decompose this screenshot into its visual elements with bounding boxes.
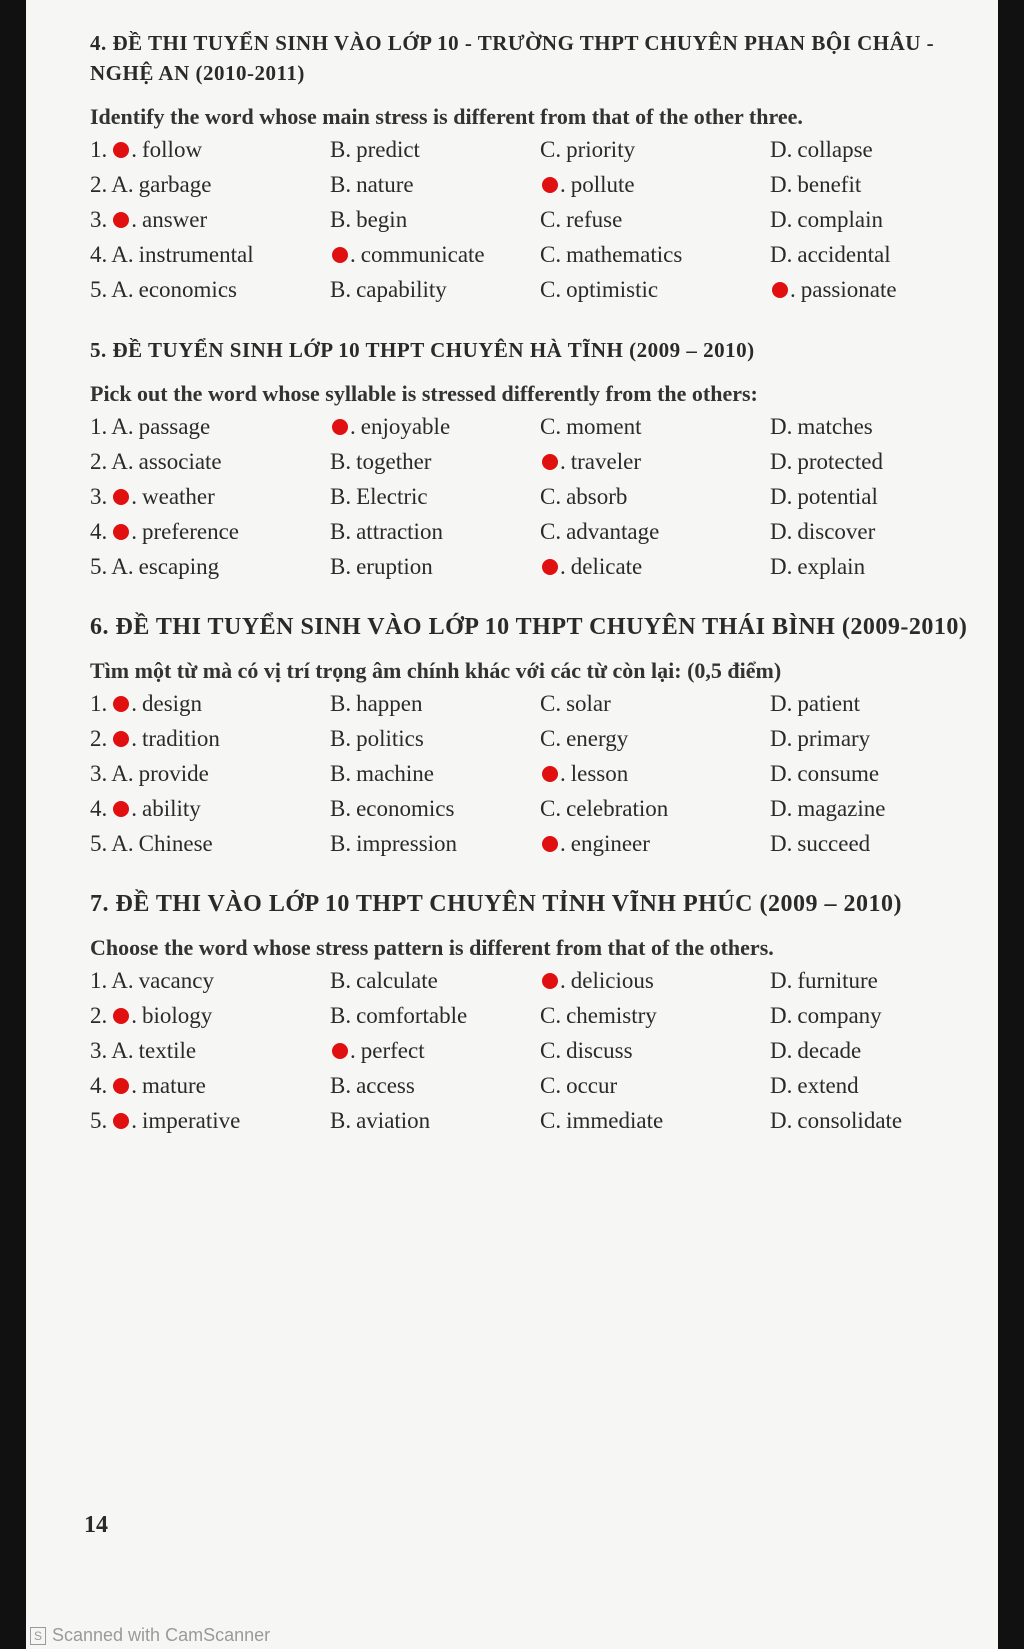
option-word: Chinese [138,830,213,856]
answer-option [90,1038,330,1064]
option-word: economics [138,276,237,302]
option-word: politics [356,725,424,751]
option-word: weather [142,483,215,509]
option-word: Electric [356,483,428,509]
answer-option: . delicious [540,968,770,994]
option-letter: B. [330,725,352,751]
option-word: preference [142,518,240,544]
answer-mark-icon [113,1113,129,1129]
exam-section [90,889,990,1138]
question-number: 1. [90,136,108,162]
answer-option: 1. . follow [90,136,203,162]
section-title: 5. ĐỀ TUYỂN SINH LỚP 10 THPT CHUYÊN HÀ TĨNH (2009 – 2010) [90,338,755,362]
option-word: impression [356,830,458,856]
option-letter: D. [770,518,793,544]
answer-option [770,137,970,163]
section-title: 4. ĐỀ THI TUYỂN SINH VÀO LỚP 10 - TRƯỜNG THPT CHUYÊN PHAN BỘI CHÂU - NGHỆ AN (2010-2011) [90,31,935,85]
answer-option [770,414,970,440]
option-word: ability [142,795,201,821]
option-letter: A. [111,171,134,197]
option-word: occur [566,1072,618,1098]
question-number: 4. [90,518,108,544]
option-letter: D. [770,448,793,474]
option-word: lesson [570,760,629,786]
option-letter: A. [111,830,134,856]
question-row [90,237,990,272]
exam-section [90,28,990,307]
option-letter: D. [770,136,793,162]
question-number: 4. [90,1072,108,1098]
option-letter: D. [770,760,793,786]
answer-mark-icon [113,1008,129,1024]
question-row [90,202,990,237]
question-number: 2. [90,448,108,474]
question-row [90,132,990,167]
answer-option [540,414,770,440]
option-letter: D. [770,553,793,579]
answer-option [770,1073,970,1099]
option-letter: A. [111,276,134,302]
option-word: comfortable [356,1002,468,1028]
question-number: 1. [90,690,108,716]
answer-option [770,726,970,752]
answer-option [540,519,770,545]
option-word: biology [142,1002,213,1028]
answer-option [90,242,330,268]
answer-option: 3. . weather [90,483,215,509]
option-word: absorb [566,483,628,509]
option-word: delicious [570,967,654,993]
option-word: matches [797,413,873,439]
option-letter: A. [111,760,134,786]
answer-option [770,691,970,717]
option-word: celebration [566,795,669,821]
option-letter: C. [540,276,562,302]
answer-option [330,172,540,198]
question-number: 4. [90,795,108,821]
question-row [90,791,990,826]
option-word: furniture [797,967,878,993]
option-letter: B. [330,830,352,856]
question-row [90,721,990,756]
option-word: attraction [356,518,443,544]
section-instruction: Pick out the word whose syllable is stressed differently from the others: [90,381,758,406]
answer-option: . traveler [540,449,770,475]
option-word: protected [797,448,883,474]
answer-option: . pollute [540,172,770,198]
option-word: imperative [142,1107,241,1133]
question-row [90,1103,990,1138]
option-letter: B. [330,206,352,232]
option-word: patient [797,690,860,716]
answer-mark-icon [113,731,129,747]
question-row [90,686,990,721]
answer-option [330,968,540,994]
option-letter: B. [330,171,352,197]
option-letter: B. [330,136,352,162]
answer-option [330,796,540,822]
option-word: aviation [356,1107,431,1133]
answer-mark-icon [113,489,129,505]
answer-option [540,1038,770,1064]
option-word: predict [356,136,420,162]
option-word: textile [138,1037,197,1063]
option-word: associate [138,448,222,474]
answer-option [330,137,540,163]
answer-option [770,1003,970,1029]
option-letter: C. [540,690,562,716]
answer-mark-icon [113,524,129,540]
option-word: enjoyable [360,413,451,439]
answer-option [540,242,770,268]
option-word: eruption [356,553,433,579]
option-word: nature [356,171,414,197]
camscanner-label: Scanned with CamScanner [52,1625,271,1645]
answer-option: . lesson [540,761,770,787]
option-letter: C. [540,206,562,232]
question-number: 2. [90,171,108,197]
option-letter: B. [330,518,352,544]
answer-option: . passionate [770,277,970,303]
option-word: accidental [797,241,891,267]
answer-option [770,172,970,198]
option-word: instrumental [138,241,254,267]
option-letter: A. [111,553,134,579]
page-number: 14 [84,1512,108,1538]
question-number: 1. [90,967,108,993]
option-word: tradition [142,725,220,751]
option-letter: B. [330,1072,352,1098]
answer-option [770,761,970,787]
option-word: traveler [570,448,641,474]
option-word: succeed [797,830,871,856]
question-number: 3. [90,206,108,232]
option-word: together [356,448,432,474]
option-word: moment [566,413,642,439]
answer-option [540,277,770,303]
question-number: 3. [90,1037,108,1063]
option-letter: D. [770,1037,793,1063]
answer-option [770,207,970,233]
option-letter: A. [111,1037,134,1063]
option-letter: C. [540,1037,562,1063]
option-letter: C. [540,1072,562,1098]
camscanner-footer [30,1625,270,1646]
answer-option: 4. . mature [90,1072,206,1098]
option-letter: C. [540,1107,562,1133]
option-letter: D. [770,1072,793,1098]
question-row [90,963,990,998]
option-word: mature [142,1072,206,1098]
question-row [90,549,990,584]
question-row [90,409,990,444]
option-letter: D. [770,830,793,856]
section-title: 7. ĐỀ THI VÀO LỚP 10 THPT CHUYÊN TỈNH VĨNH PHÚC (2009 – 2010) [90,891,902,917]
question-number: 3. [90,483,108,509]
question-row [90,756,990,791]
option-letter: A. [111,413,134,439]
section-instruction: Choose the word whose stress pattern is different from that of the others. [90,935,774,960]
option-letter: D. [770,1107,793,1133]
answer-option [540,1073,770,1099]
answer-option [770,554,970,580]
option-letter: C. [540,241,562,267]
answer-option [540,484,770,510]
question-number: 5. [90,553,108,579]
answer-option [90,761,330,787]
option-letter: A. [111,241,134,267]
option-word: decade [797,1037,862,1063]
answer-mark-icon [542,559,558,575]
answer-option [540,726,770,752]
answer-option: 4. . preference [90,518,240,544]
option-word: economics [356,795,455,821]
answer-mark-icon [542,766,558,782]
answer-option: . perfect [330,1038,540,1064]
option-word: communicate [360,241,485,267]
option-word: calculate [356,967,438,993]
answer-option [770,449,970,475]
answer-mark-icon [542,973,558,989]
answer-option [330,691,540,717]
answer-option: . communicate [330,242,540,268]
answer-option [540,137,770,163]
answer-option [330,1073,540,1099]
answer-option [770,519,970,545]
option-word: chemistry [566,1002,657,1028]
answer-option [770,1038,970,1064]
option-letter: D. [770,413,793,439]
answer-option [90,277,330,303]
option-word: energy [566,725,629,751]
question-row [90,998,990,1033]
option-word: escaping [138,553,220,579]
option-word: discover [797,518,876,544]
answer-option [330,484,540,510]
exam-section [90,335,990,584]
answer-option: . enjoyable [330,414,540,440]
option-word: priority [566,136,636,162]
option-word: discuss [566,1037,633,1063]
option-letter: C. [540,725,562,751]
option-word: primary [797,725,871,751]
answer-option [540,1108,770,1134]
answer-option [330,277,540,303]
option-word: engineer [570,830,650,856]
answer-option [330,519,540,545]
option-letter: C. [540,795,562,821]
option-word: follow [142,136,203,162]
option-letter: D. [770,795,793,821]
question-number: 4. [90,241,108,267]
answer-option: 1. . design [90,690,203,716]
answer-mark-icon [113,142,129,158]
question-number: 5. [90,830,108,856]
option-word: machine [356,760,434,786]
option-word: capability [356,276,447,302]
option-letter: D. [770,967,793,993]
option-letter: B. [330,448,352,474]
option-letter: C. [540,1002,562,1028]
answer-mark-icon [113,696,129,712]
option-word: optimistic [566,276,659,302]
question-number: 3. [90,760,108,786]
answer-mark-icon [542,177,558,193]
answer-mark-icon [772,282,788,298]
answer-mark-icon [332,1043,348,1059]
option-letter: D. [770,1002,793,1028]
option-word: consolidate [797,1107,903,1133]
option-word: delicate [570,553,643,579]
answer-option [770,1108,970,1134]
section-instruction: Tìm một từ mà có vị trí trọng âm chính khác với các từ còn lại: (0,5 điểm) [90,658,782,683]
option-letter: A. [111,448,134,474]
option-word: magazine [797,795,886,821]
question-row [90,826,990,861]
answer-mark-icon [332,247,348,263]
answer-mark-icon [113,801,129,817]
option-letter: D. [770,483,793,509]
question-number: 5. [90,1107,108,1133]
question-row [90,1068,990,1103]
answer-option [540,796,770,822]
answer-option: 5. . imperative [90,1107,241,1133]
option-word: refuse [566,206,623,232]
option-letter: C. [540,136,562,162]
question-number: 1. [90,413,108,439]
option-word: potential [797,483,878,509]
option-letter: B. [330,795,352,821]
answer-option: 4. . ability [90,795,201,821]
option-word: advantage [566,518,660,544]
option-letter: B. [330,967,352,993]
answer-option [770,796,970,822]
option-word: begin [356,206,408,232]
question-row [90,479,990,514]
answer-mark-icon [113,1078,129,1094]
option-word: answer [142,206,208,232]
answer-option: 2. . tradition [90,725,220,751]
question-row [90,1033,990,1068]
option-letter: B. [330,1107,352,1133]
option-word: benefit [797,171,862,197]
answer-option [90,968,330,994]
option-word: vacancy [138,967,214,993]
option-word: access [356,1072,415,1098]
option-letter: C. [540,413,562,439]
option-word: immediate [566,1107,664,1133]
answer-option [330,449,540,475]
option-word: extend [797,1072,859,1098]
answer-option [90,414,330,440]
option-letter: C. [540,483,562,509]
question-number: 2. [90,1002,108,1028]
option-word: consume [797,760,880,786]
option-letter: A. [111,967,134,993]
answer-option [770,968,970,994]
option-word: happen [356,690,423,716]
answer-option [540,207,770,233]
question-number: 2. [90,725,108,751]
option-word: pollute [570,171,635,197]
answer-option [770,242,970,268]
section-title: 6. ĐỀ THI TUYỂN SINH VÀO LỚP 10 THPT CHUYÊN THÁI BÌNH (2009-2010) [90,614,968,640]
option-letter: B. [330,690,352,716]
answer-option [330,761,540,787]
answer-option [770,484,970,510]
answer-option [540,691,770,717]
option-word: explain [797,553,866,579]
answer-mark-icon [332,419,348,435]
answer-option [90,449,330,475]
answer-option: . engineer [540,831,770,857]
answer-option [90,554,330,580]
question-row [90,272,990,307]
exam-section [90,612,990,861]
option-word: solar [566,690,611,716]
answer-option [330,1108,540,1134]
answer-option [540,1003,770,1029]
answer-option [330,726,540,752]
option-word: passionate [800,276,897,302]
question-row [90,514,990,549]
answer-mark-icon [113,212,129,228]
answer-mark-icon [542,454,558,470]
option-letter: B. [330,760,352,786]
option-letter: D. [770,206,793,232]
answer-mark-icon [542,836,558,852]
question-number: 5. [90,276,108,302]
option-letter: B. [330,1002,352,1028]
question-row [90,444,990,479]
answer-option [330,207,540,233]
answer-option: 2. . biology [90,1002,213,1028]
option-letter: D. [770,690,793,716]
answer-option: . delicate [540,554,770,580]
option-word: complain [797,206,883,232]
answer-option [90,831,330,857]
option-letter: D. [770,725,793,751]
camscanner-icon: S [30,1627,46,1645]
answer-option [330,831,540,857]
exercise-page [90,28,990,1166]
section-instruction: Identify the word whose main stress is different from that of the other three. [90,104,803,129]
answer-option [330,1003,540,1029]
option-word: garbage [138,171,212,197]
option-word: mathematics [566,241,683,267]
option-word: company [797,1002,882,1028]
option-letter: D. [770,171,793,197]
answer-option [770,831,970,857]
option-letter: C. [540,518,562,544]
answer-option: 3. . answer [90,206,208,232]
option-word: passage [138,413,211,439]
question-row [90,167,990,202]
option-word: provide [138,760,209,786]
option-letter: B. [330,553,352,579]
option-letter: B. [330,276,352,302]
option-word: perfect [360,1037,425,1063]
option-word: collapse [797,136,873,162]
option-letter: B. [330,483,352,509]
option-word: design [142,690,203,716]
option-letter: D. [770,241,793,267]
answer-option [330,554,540,580]
answer-option [90,172,330,198]
